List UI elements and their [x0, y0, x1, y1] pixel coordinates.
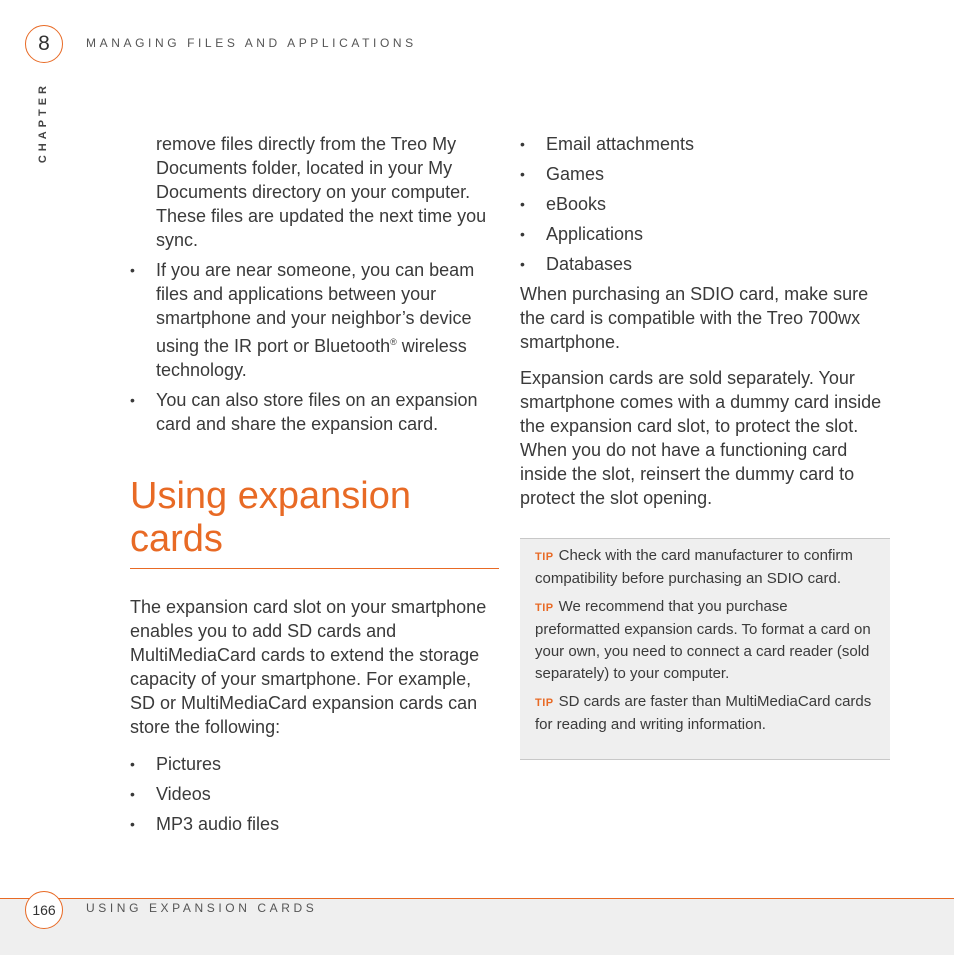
tip-item: TIP Check with the card manufacturer to confirm compatibility before purchasing an SDIO card.	[535, 547, 853, 587]
running-header-title: MANAGING FILES AND APPLICATIONS	[86, 36, 417, 50]
continued-bullet-text: remove files directly from the Treo My Documents folder, located in your My Documents directory on your computer. These files are updated the next time you sync.	[156, 134, 487, 250]
list-item: • You can also store files on an expansion card and share the expansion card.	[130, 390, 478, 434]
bullet-icon: •	[520, 136, 525, 152]
bullet-icon: •	[520, 196, 525, 212]
bullet-icon: •	[520, 166, 525, 182]
list-item: • Applications	[520, 224, 644, 244]
storage-items-list	[130, 752, 500, 836]
list-item: • eBooks	[520, 194, 607, 214]
sdio-paragraph: When purchasing an SDIO card, make sure the card is compatible with the Treo 700wx smartphone.	[520, 284, 869, 352]
bullet-icon: •	[130, 392, 135, 408]
list-item: • Databases	[520, 254, 633, 274]
tip-label: TIP	[535, 602, 554, 614]
bullet-icon: •	[130, 816, 135, 832]
tip-item: TIP We recommend that you purchase preformatted expansion cards. To format a card on your own, you need to connect a card reader (sold separately) to your computer.	[535, 598, 871, 682]
list-item: • Games	[520, 164, 605, 184]
heading-divider	[130, 568, 499, 569]
bullet-icon: •	[520, 256, 525, 272]
bullet-icon: •	[130, 786, 135, 802]
bullet-icon: •	[520, 226, 525, 242]
intro-paragraph: The expansion card slot on your smartphone enables you to add SD cards and MultiMediaCard cards to extend the storage capacity of your smartphone. For example, SD or MultiMediaCard expansion cards can store the following:	[130, 597, 487, 737]
chapter-number-badge: 8	[25, 25, 63, 63]
list-item: • If you are near someone, you can beam files and applications between your smartphone and your neighbor’s device using the IR port or Bluetooth® wireless technology.	[130, 260, 475, 380]
tip-label: TIP	[535, 551, 554, 563]
dummy-card-paragraph: Expansion cards are sold separately. Your smartphone comes with a dummy card inside the expansion card slot, to protect the slot. When you do not have a functioning card inside the slot, reinsert the dummy card to protect the slot opening.	[520, 368, 882, 508]
tips-box	[520, 538, 890, 760]
storage-items-list-continued	[520, 132, 890, 276]
beam-share-list	[130, 258, 500, 436]
running-footer-title: USING EXPANSION CARDS	[86, 901, 318, 915]
bullet-icon: •	[130, 262, 135, 278]
list-item: • MP3 audio files	[130, 814, 280, 834]
list-item: • Pictures	[130, 754, 222, 774]
left-column	[130, 132, 500, 836]
page-number-badge: 166	[25, 891, 63, 929]
right-column	[520, 132, 890, 510]
list-item: • Email attachments	[520, 134, 695, 154]
section-heading: Using expansion cards	[130, 475, 411, 560]
bullet-icon: •	[130, 756, 135, 772]
tip-label: TIP	[535, 697, 554, 709]
tip-item: TIP SD cards are faster than MultiMediaCard cards for reading and writing information.	[535, 693, 872, 733]
chapter-label-vertical: CHAPTER	[37, 82, 49, 164]
list-item: • Videos	[130, 784, 211, 804]
